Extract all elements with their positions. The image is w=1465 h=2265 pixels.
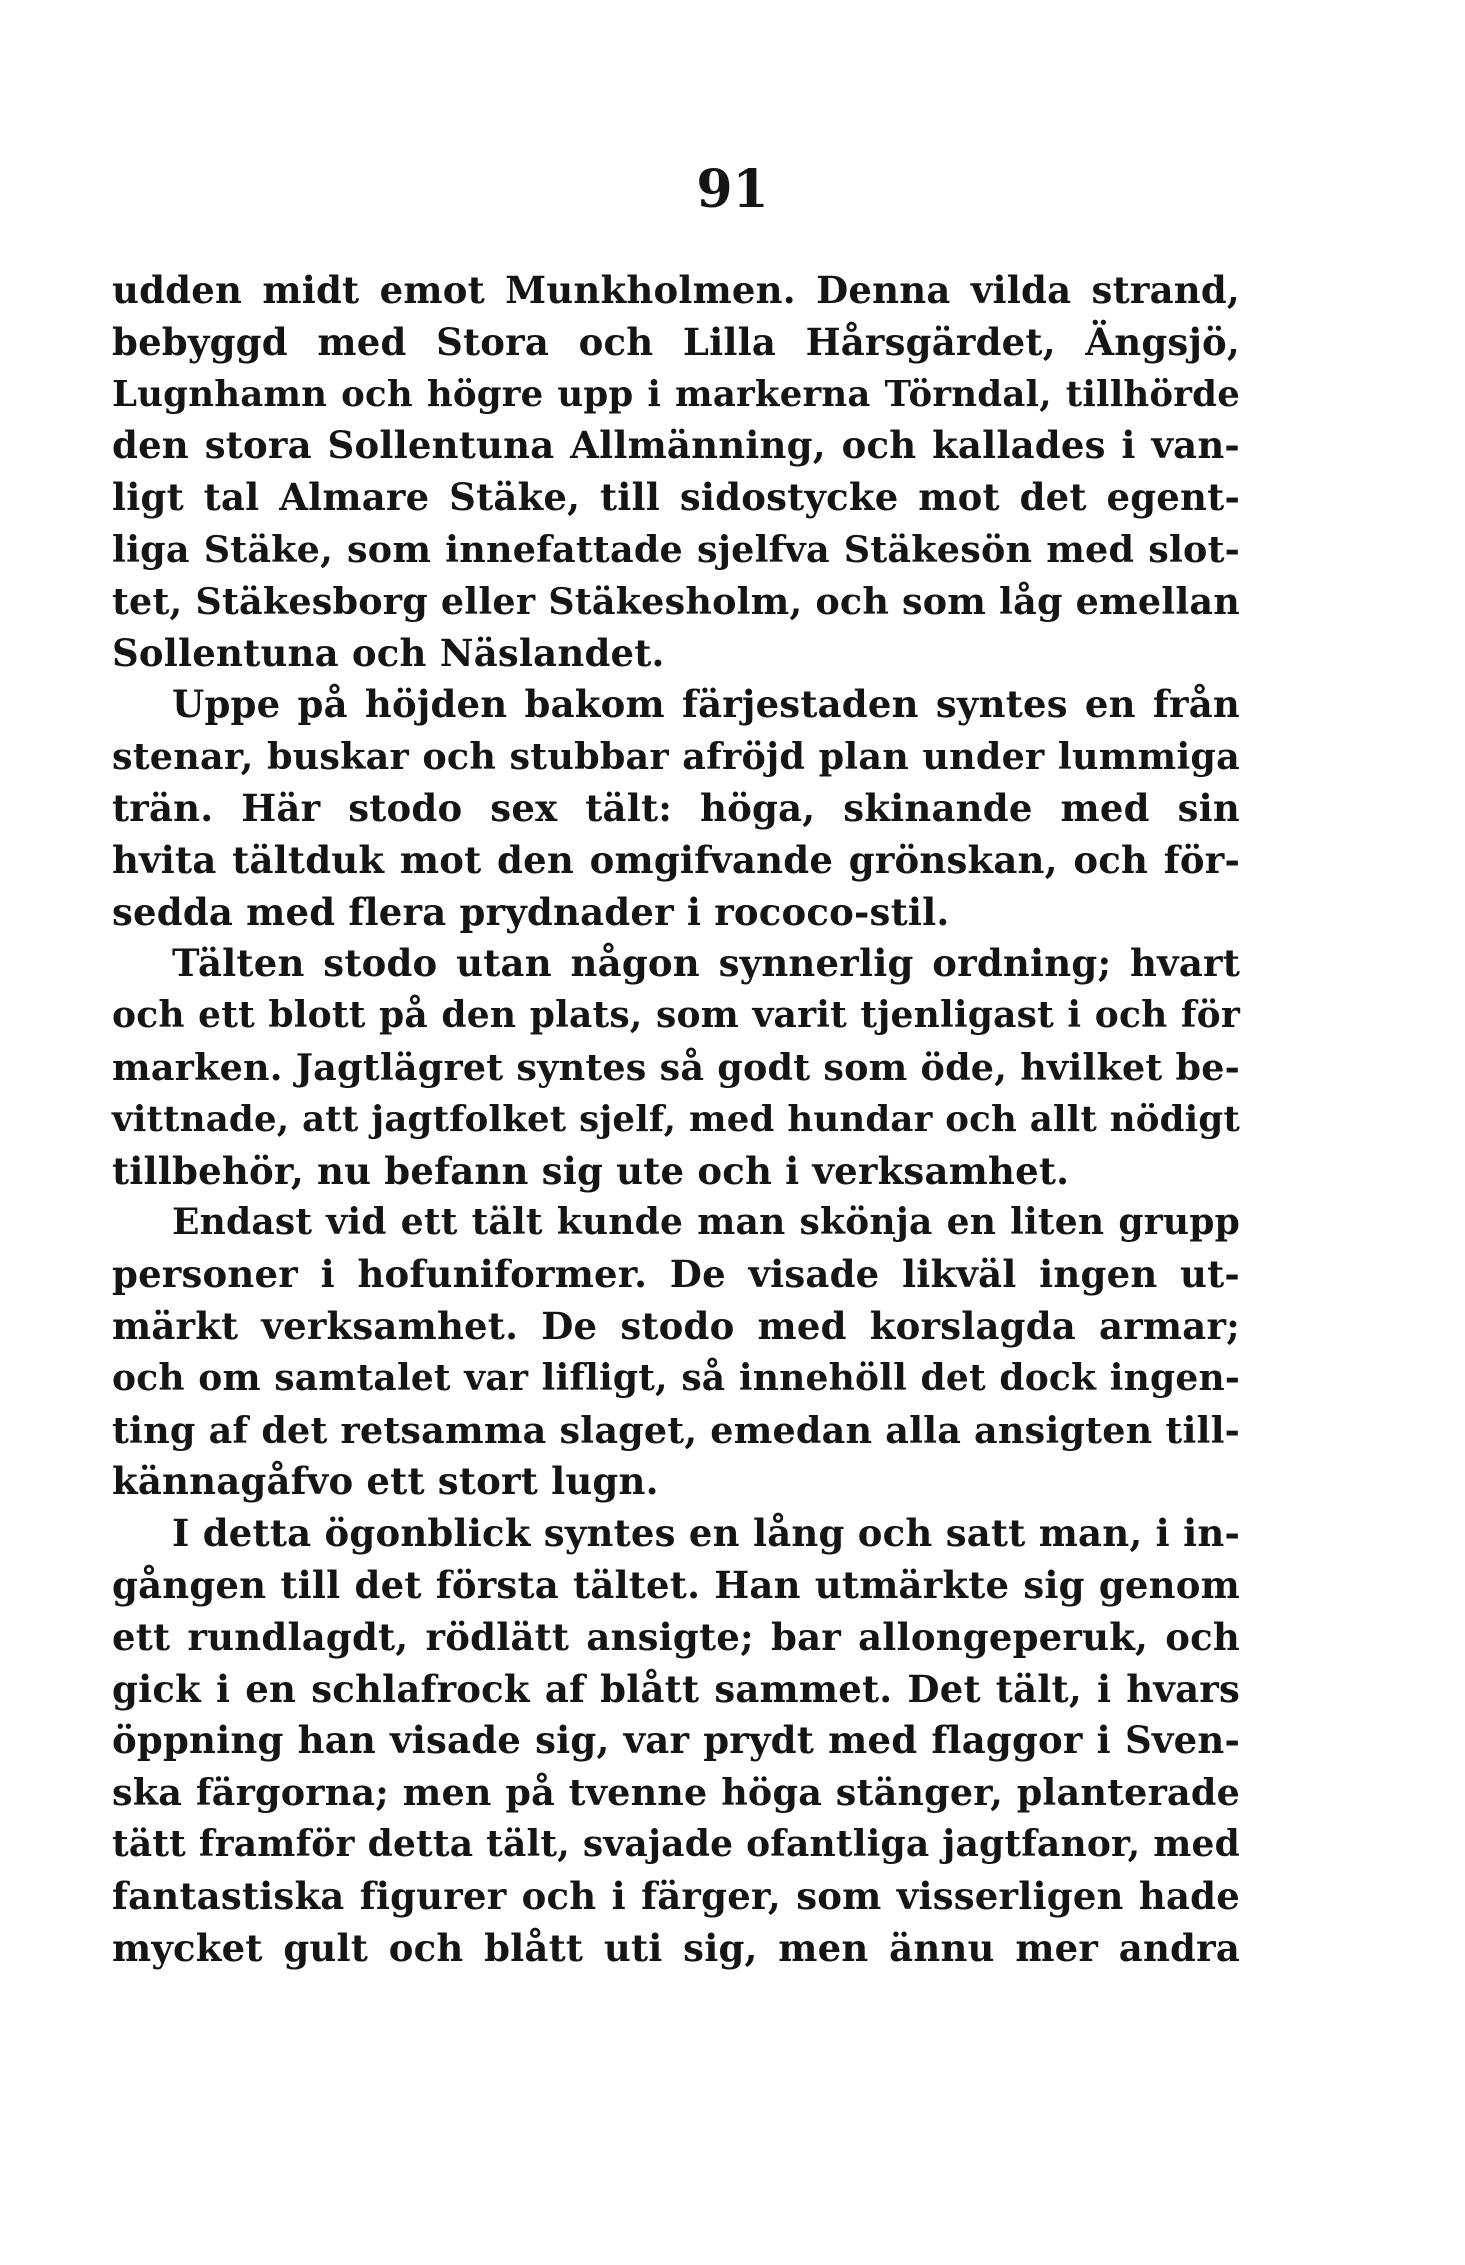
text-line: fantastiska figurer och i färger, som visserligen hade <box>112 1873 1240 1918</box>
text-line: märkt verksamhet. De stodo med korslagda armar; <box>112 1303 1240 1348</box>
text-line: bebyggd med Stora och Lilla Hårsgärdet, Ängsjö, <box>112 319 1240 364</box>
text-line: liga Stäke, som innefattade sjelfva Stäkesön med slot- <box>112 527 1240 571</box>
text-line: sedda med flera prydnader i rococo-stil. <box>112 889 950 934</box>
page-number: 91 <box>696 159 769 220</box>
text-line: tätt framför detta tält, svajade ofantliga jagtfanor, med <box>112 1822 1240 1865</box>
text-line: Endast vid ett tält kunde man skönja en liten grupp <box>172 1201 1240 1244</box>
text-line: I detta ögonblick syntes en lång och satt man, i in- <box>172 1511 1240 1556</box>
text-line: gången till det första tältet. Han utmärkte sig genom <box>112 1562 1240 1607</box>
text-line: och ett blott på den plats, som varit tjenligast i och för <box>112 994 1240 1037</box>
text-line: stenar, buskar och stubbar afröjd plan under lummiga <box>112 735 1240 779</box>
text-line: hvita tältduk mot den omgifvande grönskan, och för- <box>112 837 1240 882</box>
text-line: och om samtalet var lifligt, så innehöll det dock ingen- <box>112 1356 1240 1399</box>
text-line: tet, Stäkesborg eller Stäkesholm, och som låg emellan <box>112 579 1240 623</box>
text-line: Lugnhamn och högre upp i markerna Törndal, tillhörde <box>112 373 1240 415</box>
text-line: den stora Sollentuna Allmänning, och kallades i van- <box>112 423 1240 468</box>
text-line: Tälten stodo utan någon synnerlig ordning; hvart <box>172 941 1240 986</box>
text-line: kännagåfvo ett stort lugn. <box>112 1459 659 1504</box>
text-line: marken. Jagtlägret syntes så godt som öde, hvilket be- <box>112 1045 1240 1089</box>
text-line: ting af det retsamma slaget, emedan alla ansigten till- <box>112 1408 1240 1452</box>
text-line: ligt tal Almare Stäke, till sidostycke mot det egent- <box>112 475 1240 520</box>
body-text <box>112 265 1240 1974</box>
text-line: tillbehör, nu befann sig ute och i verksamhet. <box>112 1148 1070 1193</box>
text-line: ett rundlagdt, rödlätt ansigte; bar allongeperuk, och <box>112 1614 1240 1659</box>
text-line: Uppe på höjden bakom färjestaden syntes en från <box>172 682 1240 727</box>
text-line: Sollentuna och Näslandet. <box>112 630 665 675</box>
text-line: ska färgorna; men på tvenne höga stänger, planterade <box>112 1771 1240 1815</box>
text-line: gick i en schlafrock af blått sammet. Det tält, i hvars <box>112 1666 1240 1711</box>
text-line: öppning han visade sig, var prydt med flaggor i Sven- <box>112 1718 1240 1763</box>
text-line: vittnade, att jagtfolket sjelf, med hundar och allt nödigt <box>112 1098 1240 1140</box>
text-line: mycket gult och blått uti sig, men ännu mer andra <box>112 1925 1240 1970</box>
text-line: personer i hofuniformer. De visade likväl ingen ut- <box>112 1252 1240 1297</box>
text-line: trän. Här stodo sex tält: höga, skinande med sin <box>112 785 1240 830</box>
text-line: udden midt emot Munkholmen. Denna vilda strand, <box>112 268 1240 312</box>
